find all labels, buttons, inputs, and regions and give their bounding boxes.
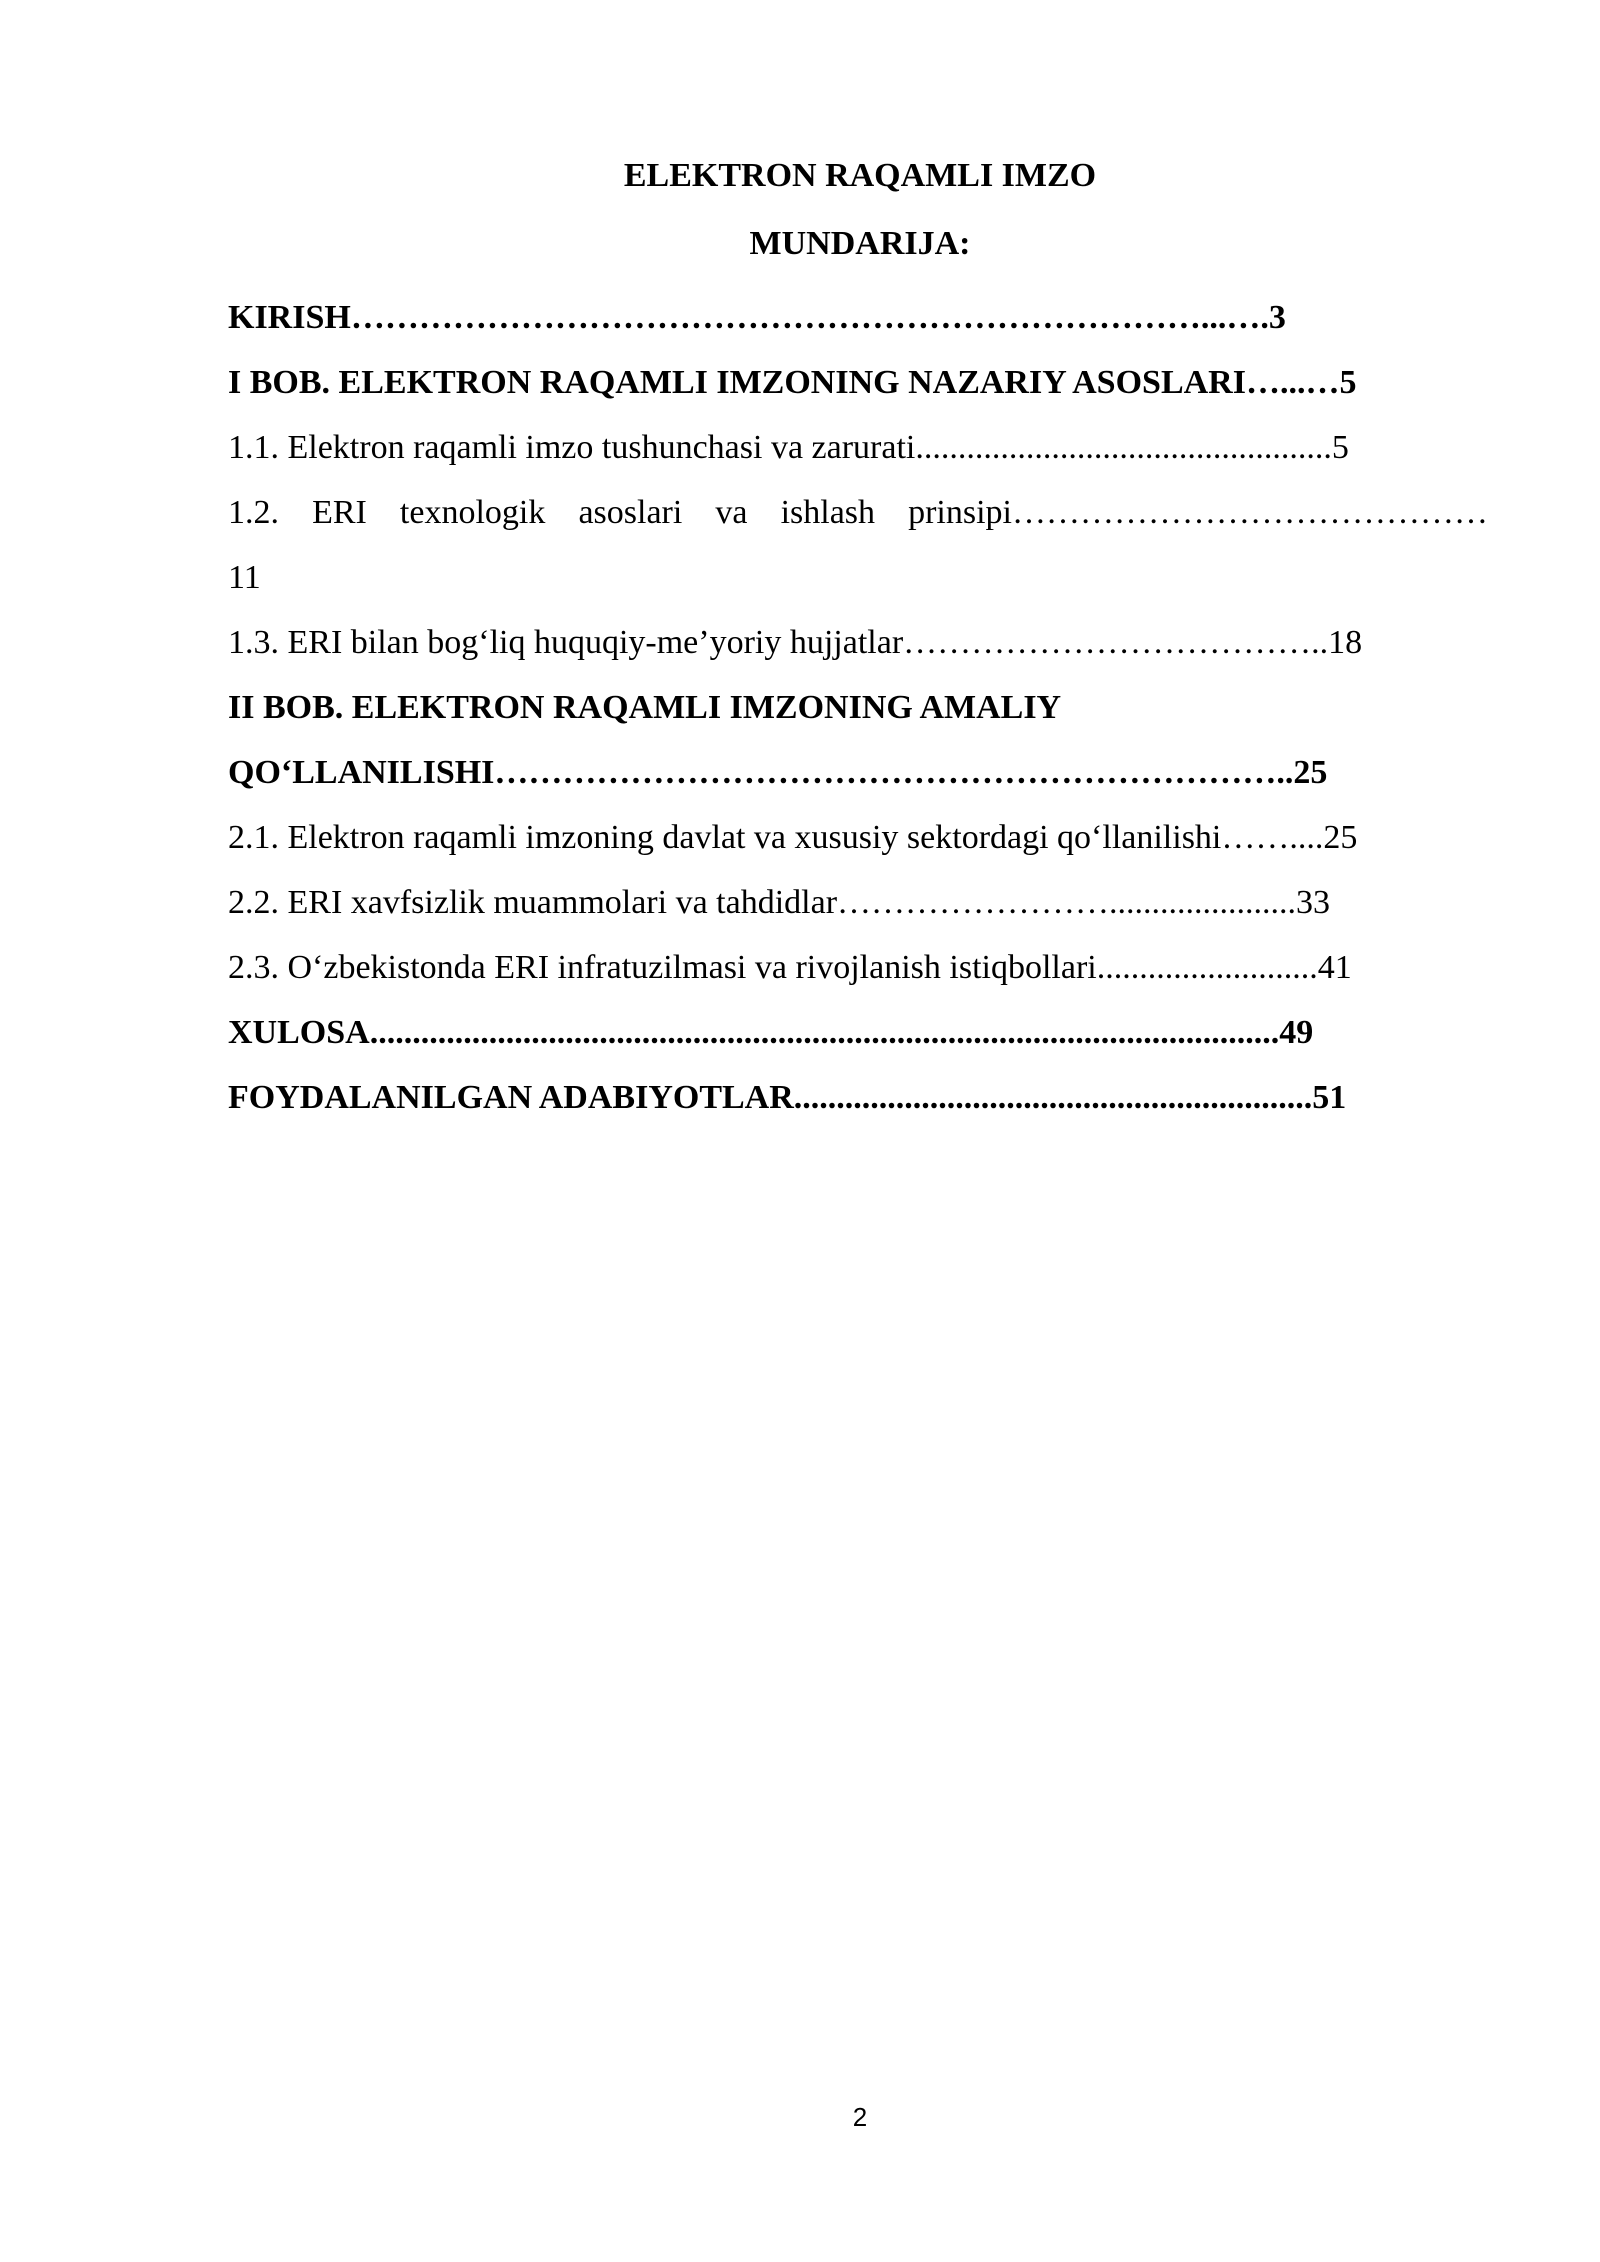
toc-entry-1-2: 1.2. ERI texnologik asoslari va ishlash prinsipi…………………………………… [228,494,1488,531]
toc-entry-adabiyotlar: FOYDALANILGAN ADABIYOTLAR.............................................................51 [228,1079,1347,1116]
toc-entry-chapter-2-cont: QO‘LLANILISHI……………………………………………………………..25 [228,754,1328,791]
toc-entry-1-3: 1.3. ERI bilan bog‘liq huquqiy-me’yoriy hujjatlar………………………………..18 [228,624,1363,661]
toc-entry-xulosa: XULOSA...........................................................................................................49 [228,1014,1314,1051]
toc-entry-chapter-2: II BOB. ELEKTRON RAQAMLI IMZONING AMALIY [228,689,1062,726]
toc-entry-1-1: 1.1. Elektron raqamli imzo tushunchasi va zarurati.................................................5 [228,429,1349,466]
page-number: 2 [852,2102,868,2132]
toc-entry-2-1: 2.1. Elektron raqamli imzoning davlat va xususiy sektordagi qo‘llanilishi……....25 [228,819,1358,856]
toc-entry-1-2-page: 11 [228,559,261,596]
toc-entry-kirish: KIRISH…………………………………………………………………...….3 [228,299,1286,336]
toc-entry-chapter-1: I BOB. ELEKTRON RAQAMLI IMZONING NAZARIY ASOSLARI…...…5 [228,364,1357,401]
toc-heading: MUNDARIJA: [749,225,971,262]
table-of-contents [228,285,1488,1130]
toc-entry-2-3: 2.3. O‘zbekistonda ERI infratuzilmasi va rivojlanish istiqbollari..........................41 [228,949,1352,986]
toc-entry-2-2: 2.2. ERI xavfsizlik muammolari va tahdidlar……………………......................33 [228,884,1331,921]
document-title: ELEKTRON RAQAMLI IMZO [623,157,1097,194]
